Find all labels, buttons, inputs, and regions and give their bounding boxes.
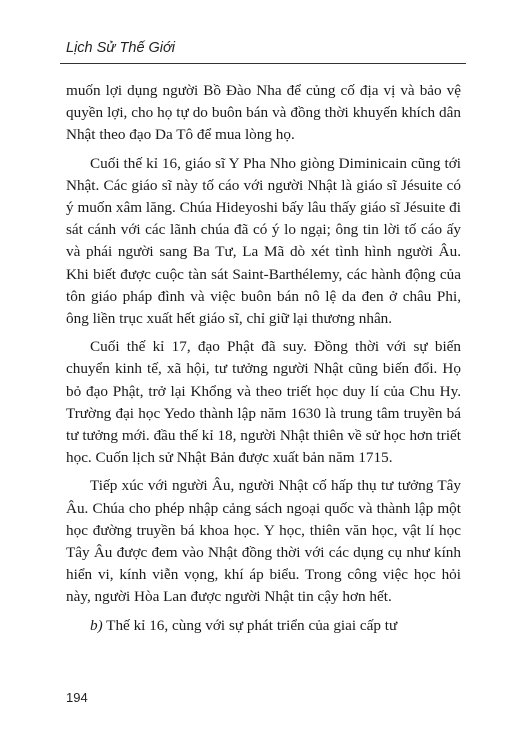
paragraph-3: Cuối thế kỉ 17, đạo Phật đã suy. Đồng thời với sự biến chuyển kinh tế, xã hội, tư tưởng người Nhật cũng biến đổi. Họ bỏ đạo Phật, trở lại Khổng và theo triết học duy lí của Chu Hy. Trường đại học Yedo thành lập năm 1630 là trung tâm truyền bá tư tưởng mới. đầu thế kỉ 18, người Nhật thiên về sử học hơn triết học. Cuốn lịch sử Nhật Bản được xuất bản năm 1715. bbox=[66, 338, 461, 467]
running-header: Lịch Sử Thế Giới bbox=[66, 40, 176, 56]
paragraph-5 bbox=[66, 615, 461, 637]
paragraph-2: Cuối thế kỉ 16, giáo sĩ Y Pha Nho giòng Diminicain cũng tới Nhật. Các giáo sĩ này tố cáo với người Nhật là giáo sĩ Jésuite có ý muốn xâm lăng. Chúa Hideyoshi bấy lâu thấy giáo sĩ Jésuite đi sát cánh với các lãnh chúa đã có ý lo ngại; ông tin lời tố cáo ấy và phái người sang Ba Tư, La Mã dò xét tình hình người Âu. Khi biết được cuộc tàn sát Saint-Barthélemy, các hành động của tôn giáo pháp đình và việc buôn bán nô lệ da đen ở châu Phi, ông liền trục xuất hết giáo sĩ, chỉ giữ lại thương nhân. bbox=[66, 154, 461, 328]
page-number: 194 bbox=[66, 690, 88, 705]
paragraph-5-text: Thế kỉ 16, cùng với sự phát triển của giai cấp tư bbox=[102, 616, 398, 634]
page-body bbox=[66, 80, 461, 643]
paragraph-4: Tiếp xúc với người Âu, người Nhật cố hấp thụ tư tưởng Tây Âu. Chúa cho phép nhập cảng sách ngoại quốc và thành lập một học đường truyền bá khoa học. Y học, thiên văn học, vật lí học Tây Âu được đem vào Nhật đồng thời với các dụng cụ như kính hiển vi, kính viễn vọng, khí áp biểu. Trong công việc học hỏi này, người Hòa Lan được người Nhật tin cậy hơn hết. bbox=[66, 477, 461, 606]
header-rule bbox=[60, 63, 466, 64]
paragraph-1: muốn lợi dụng người Bồ Đào Nha để củng cố địa vị và bảo vệ quyền lợi, cho họ tự do buôn bán và đồng thời khuyến khích dân Nhật theo đạo Da Tô để mua lòng họ. bbox=[66, 82, 461, 144]
section-label: b) bbox=[90, 616, 103, 634]
